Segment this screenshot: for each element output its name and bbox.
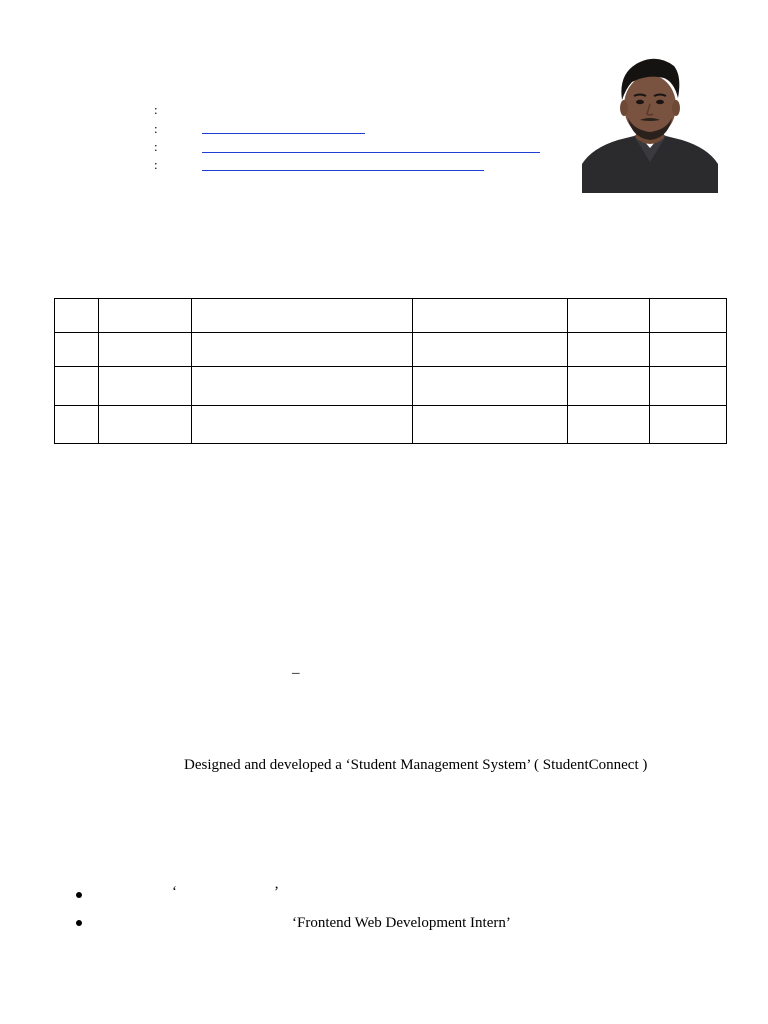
table-cell bbox=[413, 299, 568, 333]
education-table bbox=[54, 298, 727, 444]
table-cell bbox=[568, 367, 650, 406]
bullet-open-quote: ‘ bbox=[172, 884, 177, 900]
table-cell bbox=[650, 406, 727, 444]
email-link[interactable] bbox=[202, 133, 365, 134]
table-cell bbox=[55, 406, 99, 444]
project-description: Designed and developed a ‘Student Management System’ ( StudentConnect ) bbox=[184, 757, 648, 773]
table-cell bbox=[192, 367, 413, 406]
profile-photo-icon bbox=[582, 52, 718, 193]
table-cell bbox=[650, 333, 727, 367]
bullet-icon bbox=[76, 920, 82, 926]
table-row bbox=[55, 406, 727, 444]
table-cell bbox=[413, 333, 568, 367]
contact-colon: : bbox=[154, 139, 158, 154]
table-cell bbox=[55, 333, 99, 367]
table-cell bbox=[99, 299, 192, 333]
dash-mark: – bbox=[292, 665, 300, 681]
portfolio-link[interactable] bbox=[202, 170, 484, 171]
table-cell bbox=[55, 367, 99, 406]
table-cell bbox=[192, 406, 413, 444]
table-cell bbox=[99, 333, 192, 367]
table-cell bbox=[568, 299, 650, 333]
table-cell bbox=[568, 406, 650, 444]
table-cell bbox=[650, 299, 727, 333]
table-row bbox=[55, 333, 727, 367]
table-cell bbox=[568, 333, 650, 367]
table-cell bbox=[413, 406, 568, 444]
table-row bbox=[55, 367, 727, 406]
table-cell bbox=[413, 367, 568, 406]
table-cell bbox=[99, 406, 192, 444]
table-cell bbox=[55, 299, 99, 333]
table-cell bbox=[192, 333, 413, 367]
table-cell bbox=[192, 299, 413, 333]
contact-colon: : bbox=[154, 121, 158, 136]
contact-colon: : bbox=[154, 102, 158, 117]
bullet-close-quote: ’ bbox=[274, 884, 279, 900]
contact-colon: : bbox=[154, 157, 158, 172]
internship-title: ‘Frontend Web Development Intern’ bbox=[292, 915, 511, 931]
profile-photo bbox=[582, 52, 718, 193]
profile-link[interactable] bbox=[202, 152, 540, 153]
table-cell bbox=[99, 367, 192, 406]
table-row bbox=[55, 299, 727, 333]
table-cell bbox=[650, 367, 727, 406]
bullet-icon bbox=[76, 892, 82, 898]
